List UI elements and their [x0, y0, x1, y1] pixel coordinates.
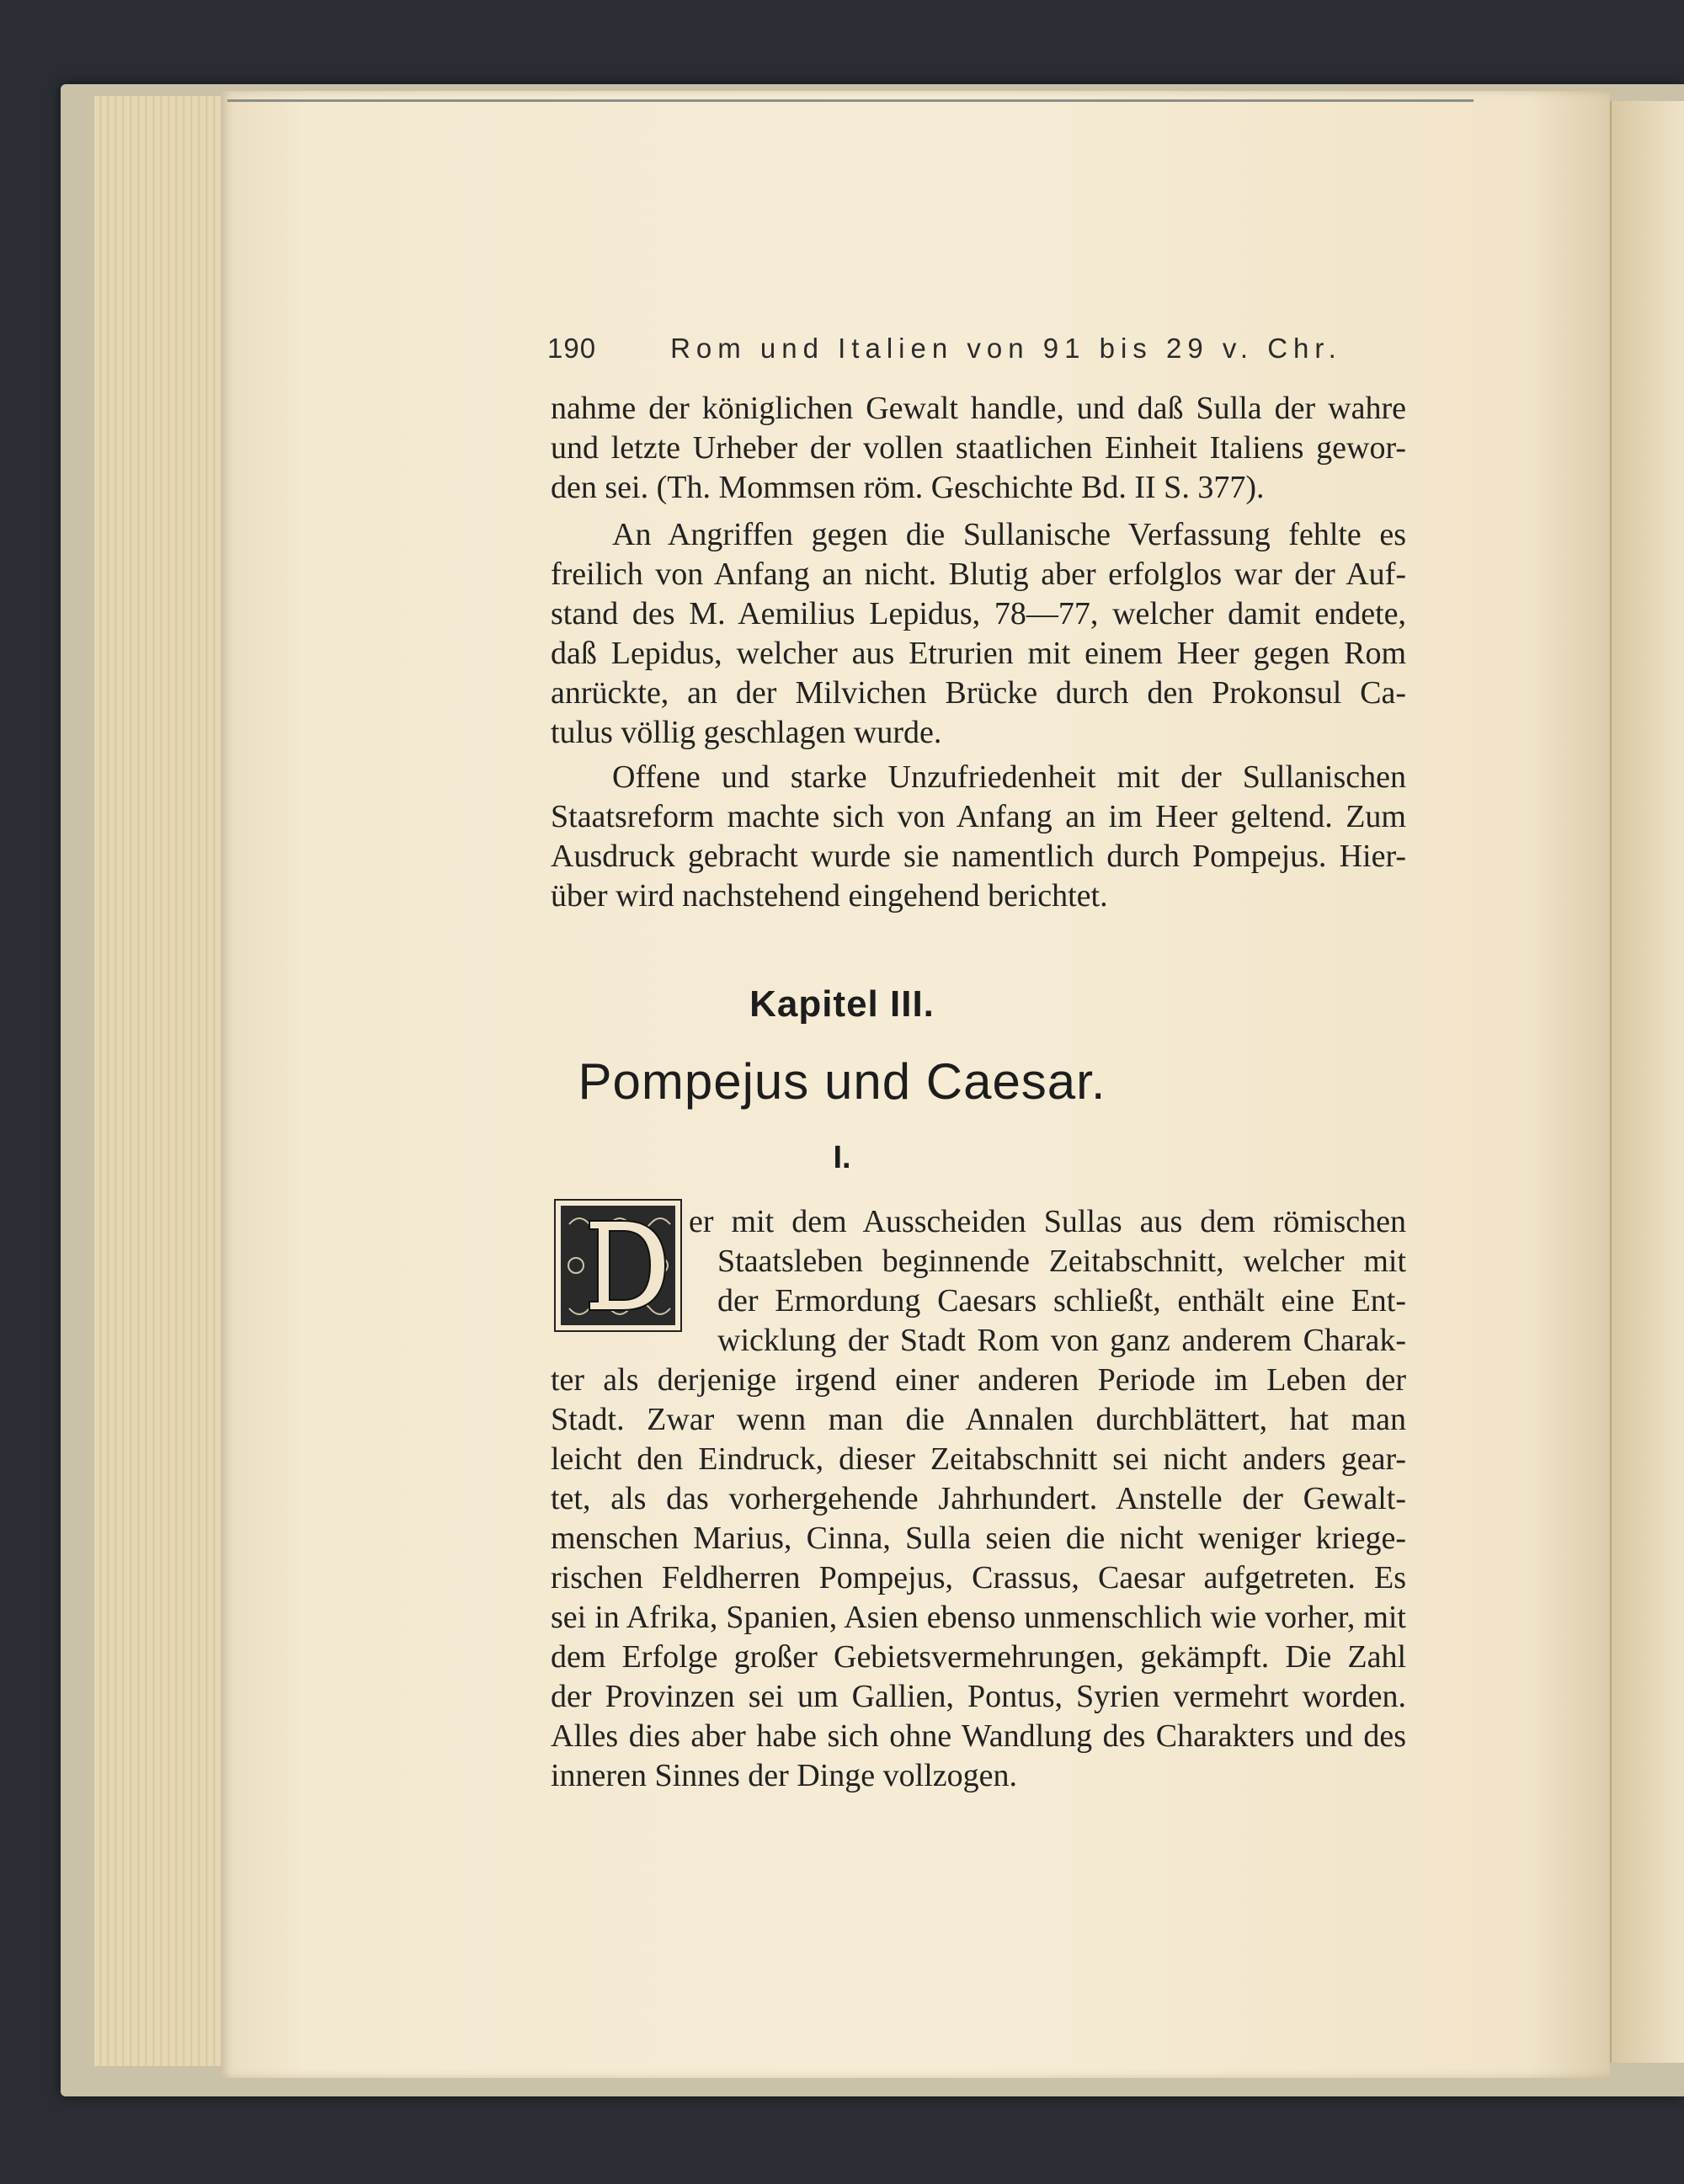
text-line: menschen Marius, Cinna, Sulla seien die nicht weniger kriege-	[551, 1521, 1406, 1556]
text-line: über wird nachstehend eingehend berichtet.	[551, 878, 1108, 914]
text-line: sei in Afrika, Spanien, Asien ebenso unmenschlich wie vorher, mit	[551, 1600, 1406, 1635]
section-number: I.	[833, 1140, 851, 1175]
page-number: 190	[547, 333, 597, 364]
text-line: nahme der königlichen Gewalt handle, und daß Sulla der wahre	[551, 391, 1406, 426]
chapter-title: Pompejus und Caesar.	[578, 1053, 1106, 1110]
running-header	[547, 333, 1431, 365]
text-line: ter als derjenige irgend einer anderen Periode im Leben der	[551, 1362, 1406, 1398]
text-line: An Angriffen gegen die Sullanische Verfassung fehlte es	[612, 517, 1406, 552]
chapter-label: Kapitel III.	[749, 983, 935, 1025]
text-line: Staatsreform machte sich von Anfang an im Heer geltend. Zum	[551, 799, 1406, 834]
text-line: er mit dem Ausscheiden Sullas aus dem römischen	[689, 1204, 1406, 1239]
text-line: Staatsleben beginnende Zeitabschnitt, welcher mit	[717, 1244, 1406, 1279]
page-top-rule	[227, 99, 1474, 102]
text-line: Ausdruck gebracht wurde sie namentlich durch Pompejus. Hier-	[551, 839, 1406, 874]
text-line: Offene und starke Unzufriedenheit mit der Sullanischen	[612, 759, 1406, 795]
text-line: Stadt. Zwar wenn man die Annalen durchblättert, hat man	[551, 1402, 1406, 1437]
text-line: dem Erfolge großer Gebietsvermehrungen, gekämpft. Die Zahl	[551, 1639, 1406, 1675]
text-line: stand des M. Aemilius Lepidus, 78—77, welcher damit endete,	[551, 596, 1406, 631]
text-line: freilich von Anfang an nicht. Blutig aber erfolglos war der Auf-	[551, 557, 1406, 592]
text-line: daß Lepidus, welcher aus Etrurien mit einem Heer gegen Rom	[551, 636, 1406, 671]
text-line: der Ermordung Caesars schließt, enthält eine Ent-	[717, 1283, 1406, 1318]
text-line: und letzte Urheber der vollen staatlichen Einheit Italiens gewor-	[551, 430, 1406, 466]
text-line: der Provinzen sei um Gallien, Pontus, Syrien vermehrt worden.	[551, 1679, 1406, 1714]
decorated-initial-d-icon	[554, 1199, 682, 1332]
text-line: wicklung der Stadt Rom von ganz anderem Charak-	[717, 1323, 1406, 1358]
text-line: den sei. (Th. Mommsen röm. Geschichte Bd. II S. 377).	[551, 470, 1265, 505]
text-line: anrückte, an der Milvichen Brücke durch den Prokonsul Ca-	[551, 675, 1406, 711]
text-line: Alles dies aber habe sich ohne Wandlung des Charakters und des	[551, 1718, 1406, 1754]
text-line: inneren Sinnes der Dinge vollzogen.	[551, 1758, 1018, 1793]
text-line: leicht den Eindruck, dieser Zeitabschnitt sei nicht anders gear-	[551, 1441, 1406, 1477]
text-line: tulus völlig geschlagen wurde.	[551, 715, 942, 750]
running-title: Rom und Italien von 91 bis 29 v. Chr.	[670, 333, 1342, 364]
text-line: rischen Feldherren Pompejus, Crassus, Caesar aufgetreten. Es	[551, 1560, 1406, 1595]
text-line: tet, als das vorhergehende Jahrhundert. Anstelle der Gewalt-	[551, 1481, 1406, 1516]
